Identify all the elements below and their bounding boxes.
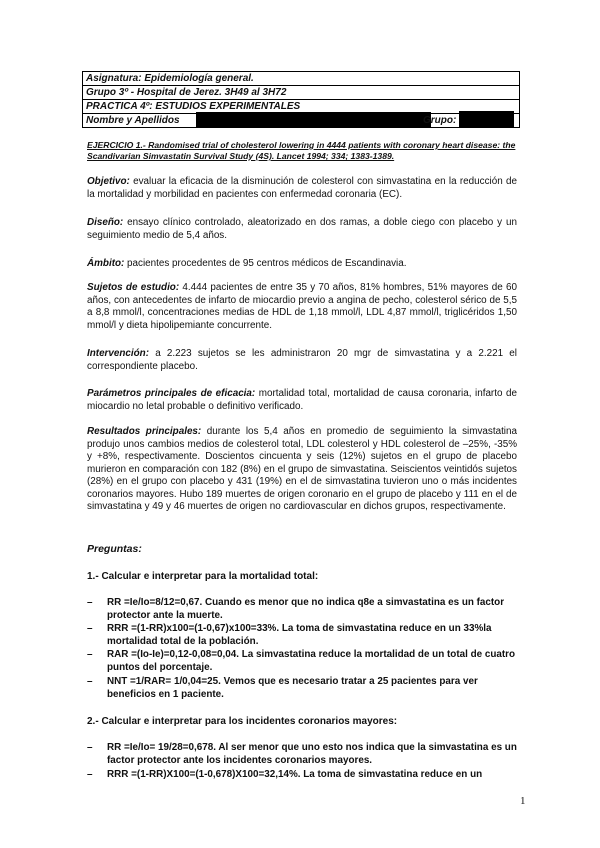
- dash-bullet: –: [87, 676, 93, 687]
- question-2-title: 2.- Calcular e interpretar para los incidentes coronarios mayores:: [87, 716, 398, 727]
- q1-item: – RAR =(Io-Ie)=0,12-0,08=0,04. La simvastatina reduce la mortalidad de un total de cuatro puntos del porcentaje.: [87, 649, 516, 673]
- section-resultados: Resultados principales: durante los 5,4 años en promedio de seguimiento la simvastatina produjo unos cambios medios de colesterol total, LDL colesterol y HDL colesterol de –25%, -35% y +8%, respectivamente. Doscientos cincuenta y seis (12%) sujetos en el grupo de placebo murieron en comparación con 182 (8%) en el grupo de simvastatina. Seiscientos veintidós sujetos (28%) en el grupo con placebo y 431 (19%) en el de simvastatina tuvieron uno o más incidentes coronarios mayores. Hubo 189 muertes de origen coronario en el grupo de placebo y 111 en el de simvastatina y 49 y 46 muertes de origen no cardiovascular en dichos grupos, respectivamente.: [87, 426, 517, 512]
- dash-bullet: –: [87, 597, 93, 608]
- header-practica: PRACTICA 4º: ESTUDIOS EXPERIMENTALES: [83, 100, 519, 114]
- section-diseno: Diseño: ensayo clínico controlado, aleatorizado en dos ramas, a doble ciego con placebo y un seguimiento medio de 5,4 años.: [87, 217, 517, 241]
- dash-bullet: –: [87, 742, 93, 753]
- section-intervencion: Intervención: a 2.223 sujetos se les administraron 20 mgr de simvastatina y a 2.221 el correspondiente placebo.: [87, 348, 517, 372]
- section-parametros: Parámetros principales de eficacia: mortalidad total, mortalidad de causa coronaria, infarto de miocardio no letal probable o definitivo verificado.: [87, 388, 517, 412]
- dash-bullet: –: [87, 623, 93, 634]
- q2-item: – RR =Ie/Io= 19/28=0,678. Al ser menor que uno esto nos indica que la simvastatina es un factor protector ante los incidentes coronarios mayores.: [87, 742, 517, 766]
- header-nombre-row: [83, 114, 519, 127]
- section-sujetos: Sujetos de estudio: 4.444 pacientes de entre 35 y 70 años, 81% hombres, 51% mayores de 60 años, con antecedentes de infarto de miocardio previo a angina de pecho, colesterol sérico de 5,5 a 8,8 mmol/l, concentraciones medias de HDL de 1,18 mmol/l, LDL 4,87 mmol/l, triglicéridos 1,50 mmol/l y dieta hipolipemiante concurrente.: [87, 282, 517, 331]
- redacted-group-block: [459, 111, 514, 128]
- page-number: 1: [520, 795, 526, 807]
- header-asignatura: Asignatura: Epidemiología general.: [83, 72, 519, 86]
- preguntas-heading: Preguntas:: [87, 543, 142, 555]
- redacted-name-block: [196, 112, 431, 128]
- q1-item: – RRR =(1-RR)x100=(1-0,67)x100=33%. La toma de simvastatina reduce en un 33%la mortalidad total de la población.: [87, 623, 492, 647]
- q2-item: – RRR =(1-RR)X100=(1-0,678)X100=32,14%. La toma de simvastatina reduce en un: [87, 769, 483, 780]
- exercise-title: EJERCICIO 1.- Randomised trial of cholesterol lowering in 4444 patients with coronary heart disease: the Scandivarian Simvastatin Survival Study (4S). Lancet 1994; 334; 1383-1389.: [87, 140, 516, 161]
- dash-bullet: –: [87, 649, 93, 660]
- q1-item: – RR =Ie/Io=8/12=0,67. Cuando es menor que no indica q8e a simvastatina es un factor protector ante la muerte.: [87, 597, 505, 621]
- header-grupo: Grupo 3º - Hospital de Jerez. 3H49 al 3H72: [83, 86, 519, 100]
- q1-item: – NNT =1/RAR= 1/0,04=25. Vemos que es necesario tratar a 25 pacientes para ver beneficios en 1 paciente.: [87, 676, 478, 700]
- header-table: [82, 71, 520, 128]
- grupo-label: Grupo:: [423, 115, 457, 126]
- dash-bullet: –: [87, 769, 93, 780]
- section-ambito: Ámbito: pacientes procedentes de 95 centros médicos de Escandinavia.: [87, 258, 407, 269]
- section-objetivo: Objetivo: evaluar la eficacia de la disminución de colesterol con simvastatina en la reducción de la mortalidad y morbilidad en pacientes con enfermedad coronaria (EC).: [87, 176, 517, 200]
- nombre-label: Nombre y Apellidos: [86, 115, 180, 126]
- question-1-title: 1.- Calcular e interpretar para la mortalidad total:: [87, 571, 319, 582]
